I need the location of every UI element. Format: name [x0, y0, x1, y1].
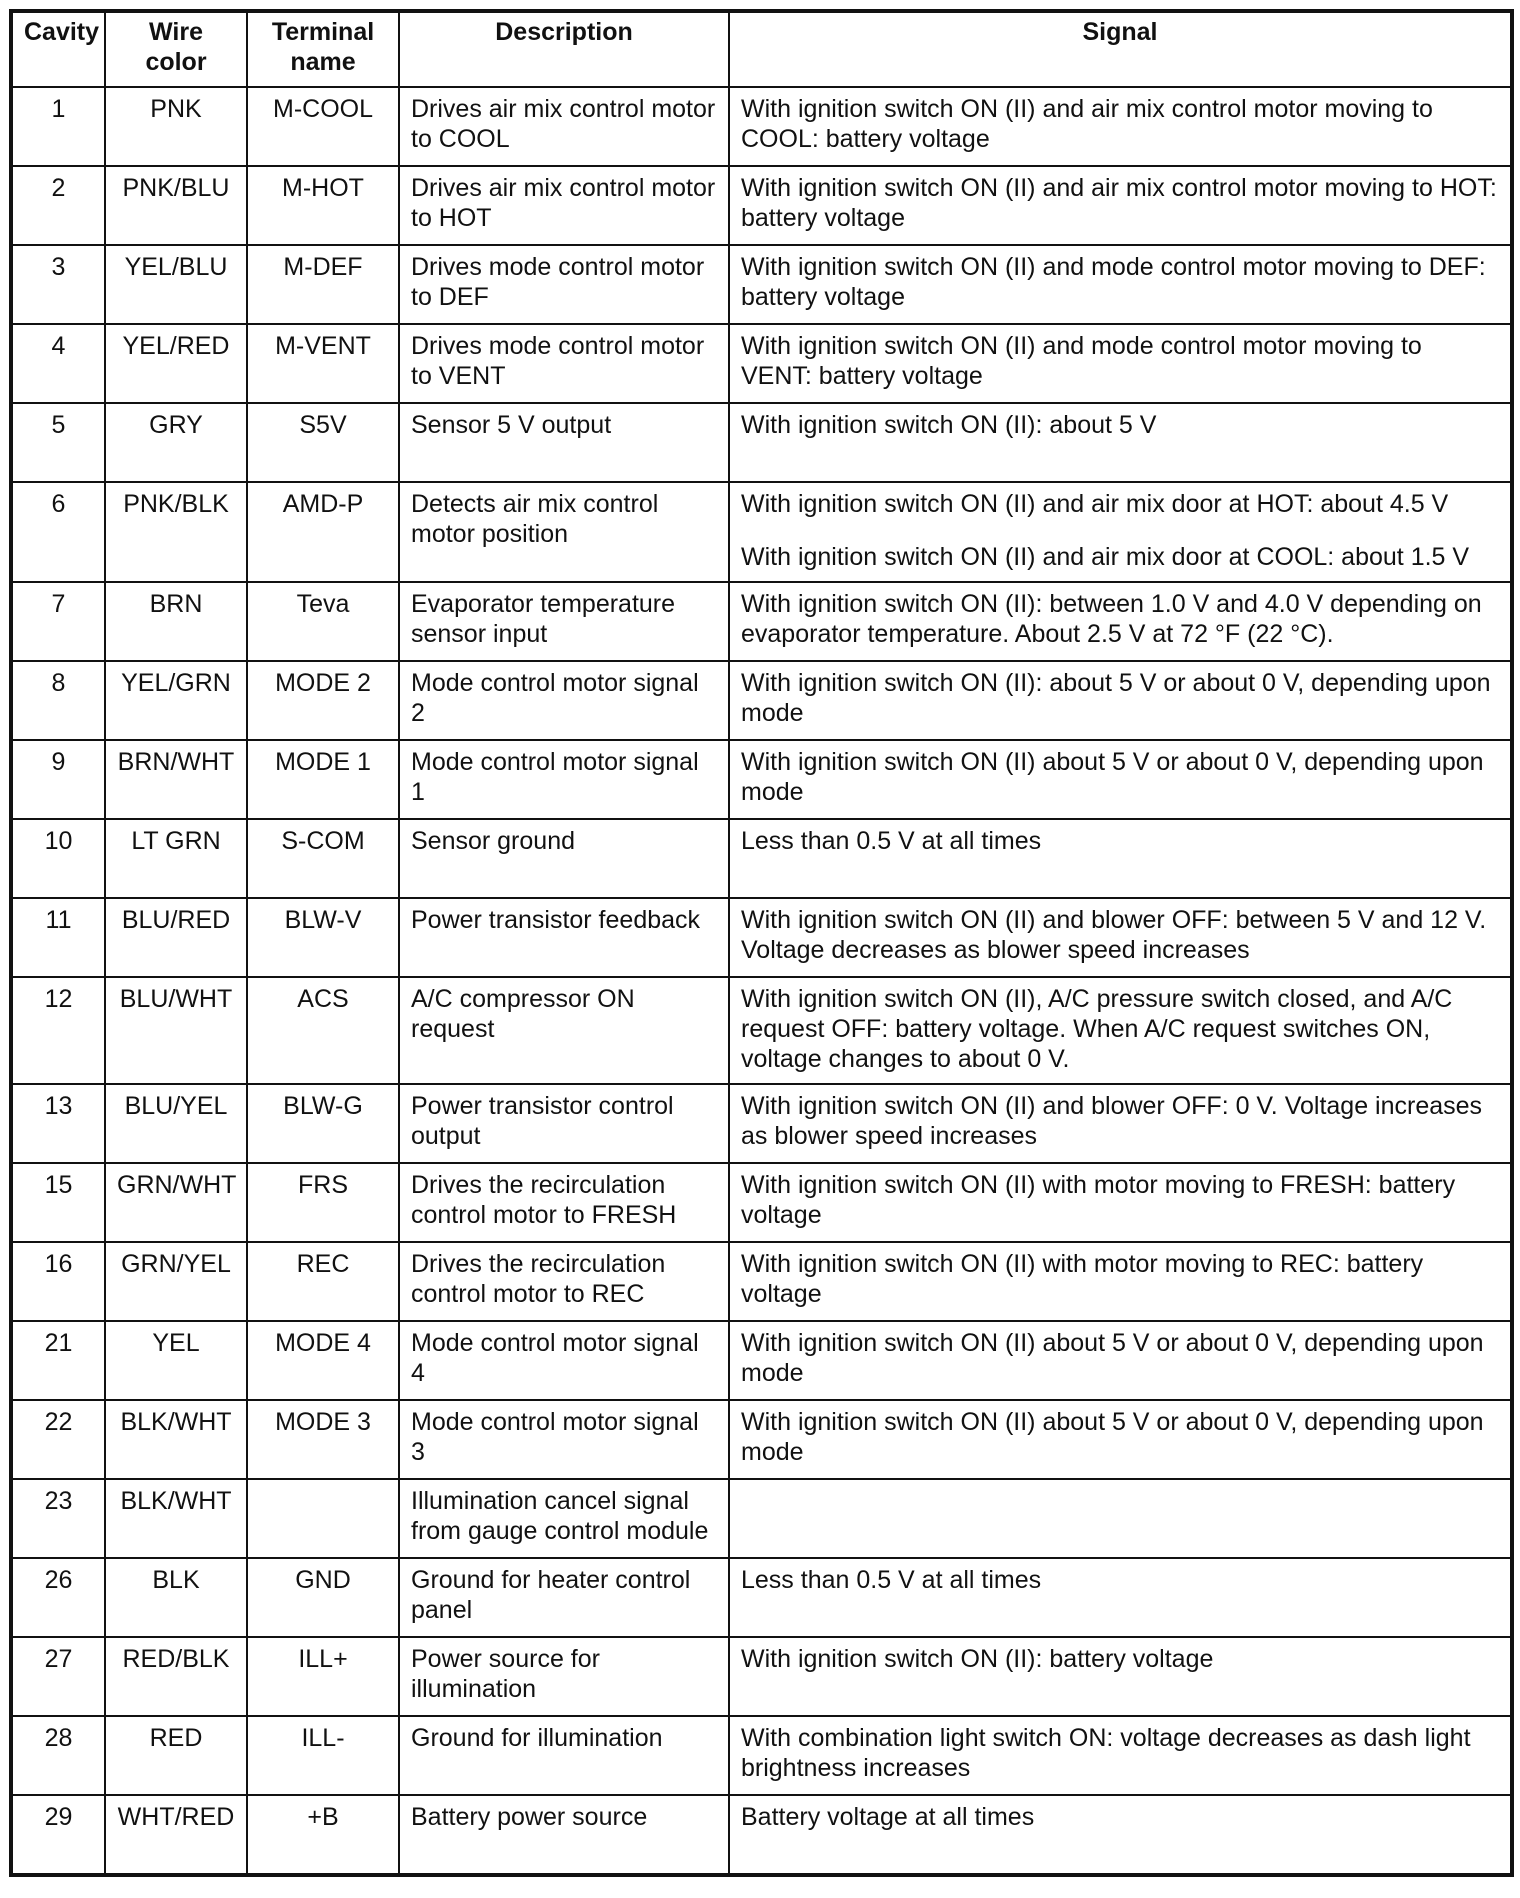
- terminal-name-cell: BLW-V: [247, 898, 399, 977]
- header-wire-color: Wire color: [105, 11, 247, 87]
- terminal-name-cell: REC: [247, 1242, 399, 1321]
- signal-text: With ignition switch ON (II) and air mix door at COOL: about 1.5 V: [741, 543, 1470, 571]
- signal-cell: [729, 1084, 1512, 1163]
- signal-text: With ignition switch ON (II): battery voltage: [741, 1645, 1214, 1673]
- table-header: [11, 11, 1512, 87]
- wire-color-cell: YEL/GRN: [105, 661, 247, 740]
- signal-cell: [729, 819, 1512, 898]
- signal-text: With ignition switch ON (II) about 5 V or about 0 V, depending upon mode: [741, 748, 1484, 806]
- signal-cell: [729, 898, 1512, 977]
- wire-color-cell: GRN/WHT: [105, 1163, 247, 1242]
- description-cell: Power source for illumination: [399, 1637, 729, 1716]
- cavity-cell: 23: [11, 1479, 105, 1558]
- signal-cell: [729, 166, 1512, 245]
- signal-cell: [729, 977, 1512, 1084]
- signal-cell: [729, 1242, 1512, 1321]
- signal-text: With ignition switch ON (II): between 1.0 V and 4.0 V depending on evaporator temperature. About 2.5 V at 72 °F (22 °C).: [741, 590, 1482, 648]
- signal-cell: [729, 1163, 1512, 1242]
- signal-text: With ignition switch ON (II), A/C pressure switch closed, and A/C request OFF: battery voltage. When A/C request switches ON, voltage changes to about 0 V.: [741, 985, 1453, 1073]
- signal-text: Battery voltage at all times: [741, 1803, 1035, 1831]
- signal-text: With ignition switch ON (II) about 5 V or about 0 V, depending upon mode: [741, 1408, 1484, 1466]
- cavity-cell: 12: [11, 977, 105, 1084]
- description-cell: Ground for heater control panel: [399, 1558, 729, 1637]
- signal-cell: [729, 1558, 1512, 1637]
- cavity-cell: 21: [11, 1321, 105, 1400]
- signal-text: Less than 0.5 V at all times: [741, 827, 1042, 855]
- wire-color-cell: BLK: [105, 1558, 247, 1637]
- signal-text: With combination light switch ON: voltage decreases as dash light brightness increases: [741, 1724, 1471, 1782]
- description-cell: Illumination cancel signal from gauge control module: [399, 1479, 729, 1558]
- description-cell: Mode control motor signal 1: [399, 740, 729, 819]
- wire-color-cell: BRN: [105, 582, 247, 661]
- description-cell: Ground for illumination: [399, 1716, 729, 1795]
- terminal-name-cell: M-DEF: [247, 245, 399, 324]
- terminal-name-cell: S-COM: [247, 819, 399, 898]
- table-row: [11, 740, 1512, 819]
- signal-text: With ignition switch ON (II) and blower OFF: between 5 V and 12 V. Voltage decreases as blower speed increases: [741, 906, 1487, 964]
- description-cell: A/C compressor ON request: [399, 977, 729, 1084]
- description-cell: Mode control motor signal 3: [399, 1400, 729, 1479]
- wire-color-cell: WHT/RED: [105, 1795, 247, 1875]
- wire-color-cell: RED: [105, 1716, 247, 1795]
- cavity-cell: 3: [11, 245, 105, 324]
- terminal-name-cell: ACS: [247, 977, 399, 1084]
- wire-color-cell: YEL: [105, 1321, 247, 1400]
- cavity-cell: 11: [11, 898, 105, 977]
- table-row: [11, 1400, 1512, 1479]
- signal-text: With ignition switch ON (II) and mode control motor moving to DEF: battery voltage: [741, 253, 1486, 311]
- signal-text: With ignition switch ON (II) with motor moving to REC: battery voltage: [741, 1250, 1424, 1308]
- signal-text: With ignition switch ON (II) and air mix control motor moving to COOL: battery voltage: [741, 95, 1433, 153]
- table-row: [11, 1084, 1512, 1163]
- table-row: [11, 166, 1512, 245]
- wire-color-cell: PNK/BLK: [105, 482, 247, 582]
- cavity-cell: 2: [11, 166, 105, 245]
- cavity-cell: 29: [11, 1795, 105, 1875]
- signal-cell: [729, 87, 1512, 166]
- table-row: [11, 1163, 1512, 1242]
- wire-color-cell: LT GRN: [105, 819, 247, 898]
- terminal-name-cell: M-VENT: [247, 324, 399, 403]
- wire-color-cell: PNK/BLU: [105, 166, 247, 245]
- header-signal: Signal: [729, 11, 1512, 87]
- description-cell: Evaporator temperature sensor input: [399, 582, 729, 661]
- table-row: [11, 1558, 1512, 1637]
- signal-cell: [729, 582, 1512, 661]
- header-description: Description: [399, 11, 729, 87]
- description-cell: Mode control motor signal 2: [399, 661, 729, 740]
- cavity-cell: 4: [11, 324, 105, 403]
- description-cell: Detects air mix control motor position: [399, 482, 729, 582]
- terminal-name-cell: ILL-: [247, 1716, 399, 1795]
- cavity-cell: 1: [11, 87, 105, 166]
- signal-text: With ignition switch ON (II): about 5 V or about 0 V, depending upon mode: [741, 669, 1491, 727]
- description-cell: Drives air mix control motor to COOL: [399, 87, 729, 166]
- table-row: [11, 582, 1512, 661]
- signal-cell: [729, 1400, 1512, 1479]
- terminal-name-cell: MODE 2: [247, 661, 399, 740]
- wire-color-cell: BLU/RED: [105, 898, 247, 977]
- wire-color-cell: YEL/BLU: [105, 245, 247, 324]
- signal-cell: [729, 1795, 1512, 1875]
- signal-cell: [729, 1716, 1512, 1795]
- table-row: [11, 1637, 1512, 1716]
- header-terminal-name: Terminal name: [247, 11, 399, 87]
- description-cell: Sensor 5 V output: [399, 403, 729, 482]
- table-row: [11, 819, 1512, 898]
- cavity-cell: 26: [11, 1558, 105, 1637]
- cavity-cell: 8: [11, 661, 105, 740]
- cavity-cell: 6: [11, 482, 105, 582]
- terminal-name-cell: AMD-P: [247, 482, 399, 582]
- table-row: [11, 324, 1512, 403]
- wire-color-cell: RED/BLK: [105, 1637, 247, 1716]
- terminal-name-cell: [247, 1479, 399, 1558]
- terminal-name-cell: S5V: [247, 403, 399, 482]
- wire-color-cell: BLK/WHT: [105, 1479, 247, 1558]
- cavity-cell: 13: [11, 1084, 105, 1163]
- table-row: [11, 661, 1512, 740]
- table-row: [11, 482, 1512, 582]
- terminal-name-cell: GND: [247, 1558, 399, 1637]
- signal-cell: [729, 661, 1512, 740]
- signal-cell: [729, 1637, 1512, 1716]
- terminal-name-cell: +B: [247, 1795, 399, 1875]
- wire-color-cell: GRN/YEL: [105, 1242, 247, 1321]
- description-cell: Drives air mix control motor to HOT: [399, 166, 729, 245]
- signal-cell: [729, 740, 1512, 819]
- signal-cell: [729, 324, 1512, 403]
- terminal-name-cell: MODE 3: [247, 1400, 399, 1479]
- cavity-cell: 28: [11, 1716, 105, 1795]
- signal-cell: [729, 482, 1512, 582]
- description-cell: Mode control motor signal 4: [399, 1321, 729, 1400]
- terminal-name-cell: MODE 4: [247, 1321, 399, 1400]
- terminal-name-cell: M-HOT: [247, 166, 399, 245]
- signal-text: With ignition switch ON (II) and blower OFF: 0 V. Voltage increases as blower speed increases: [741, 1092, 1483, 1150]
- connector-pinout-table: [9, 9, 1514, 1877]
- signal-text: With ignition switch ON (II) and mode control motor moving to VENT: battery voltage: [741, 332, 1422, 390]
- terminal-name-cell: MODE 1: [247, 740, 399, 819]
- table-row: [11, 1716, 1512, 1795]
- header-cavity: Cavity: [11, 11, 105, 87]
- wire-color-cell: YEL/RED: [105, 324, 247, 403]
- table-row: [11, 245, 1512, 324]
- cavity-cell: 9: [11, 740, 105, 819]
- table-row: [11, 1321, 1512, 1400]
- signal-text: With ignition switch ON (II) with motor moving to FRESH: battery voltage: [741, 1171, 1456, 1229]
- terminal-name-cell: ILL+: [247, 1637, 399, 1716]
- header-row: [11, 11, 1512, 87]
- signal-cell: [729, 403, 1512, 482]
- signal-text: With ignition switch ON (II) about 5 V or about 0 V, depending upon mode: [741, 1329, 1484, 1387]
- cavity-cell: 7: [11, 582, 105, 661]
- terminal-name-cell: Teva: [247, 582, 399, 661]
- wire-color-cell: BRN/WHT: [105, 740, 247, 819]
- description-cell: Battery power source: [399, 1795, 729, 1875]
- signal-cell: [729, 1321, 1512, 1400]
- description-cell: Power transistor control output: [399, 1084, 729, 1163]
- cavity-cell: 10: [11, 819, 105, 898]
- terminal-name-cell: FRS: [247, 1163, 399, 1242]
- wire-color-cell: BLU/WHT: [105, 977, 247, 1084]
- description-cell: Drives the recirculation control motor to FRESH: [399, 1163, 729, 1242]
- description-cell: Drives mode control motor to VENT: [399, 324, 729, 403]
- signal-text: With ignition switch ON (II) and air mix door at HOT: about 4.5 V: [741, 490, 1449, 518]
- table-row: [11, 1795, 1512, 1875]
- terminal-name-cell: BLW-G: [247, 1084, 399, 1163]
- cavity-cell: 5: [11, 403, 105, 482]
- table-row: [11, 403, 1512, 482]
- table-row: [11, 977, 1512, 1084]
- description-cell: Drives the recirculation control motor to REC: [399, 1242, 729, 1321]
- cavity-cell: 15: [11, 1163, 105, 1242]
- cavity-cell: 22: [11, 1400, 105, 1479]
- signal-text: With ignition switch ON (II) and air mix control motor moving to HOT: battery voltage: [741, 174, 1497, 232]
- description-cell: Drives mode control motor to DEF: [399, 245, 729, 324]
- connector-table-container: [9, 9, 1514, 1877]
- cavity-cell: 16: [11, 1242, 105, 1321]
- cavity-cell: 27: [11, 1637, 105, 1716]
- wire-color-cell: GRY: [105, 403, 247, 482]
- wire-color-cell: BLU/YEL: [105, 1084, 247, 1163]
- table-row: [11, 898, 1512, 977]
- signal-text: Less than 0.5 V at all times: [741, 1566, 1042, 1594]
- signal-text: With ignition switch ON (II): about 5 V: [741, 411, 1157, 439]
- table-row: [11, 87, 1512, 166]
- description-cell: Power transistor feedback: [399, 898, 729, 977]
- terminal-name-cell: M-COOL: [247, 87, 399, 166]
- description-cell: Sensor ground: [399, 819, 729, 898]
- table-row: [11, 1479, 1512, 1558]
- table-body: [11, 87, 1512, 1875]
- signal-cell: [729, 245, 1512, 324]
- signal-cell: [729, 1479, 1512, 1558]
- wire-color-cell: BLK/WHT: [105, 1400, 247, 1479]
- wire-color-cell: PNK: [105, 87, 247, 166]
- table-row: [11, 1242, 1512, 1321]
